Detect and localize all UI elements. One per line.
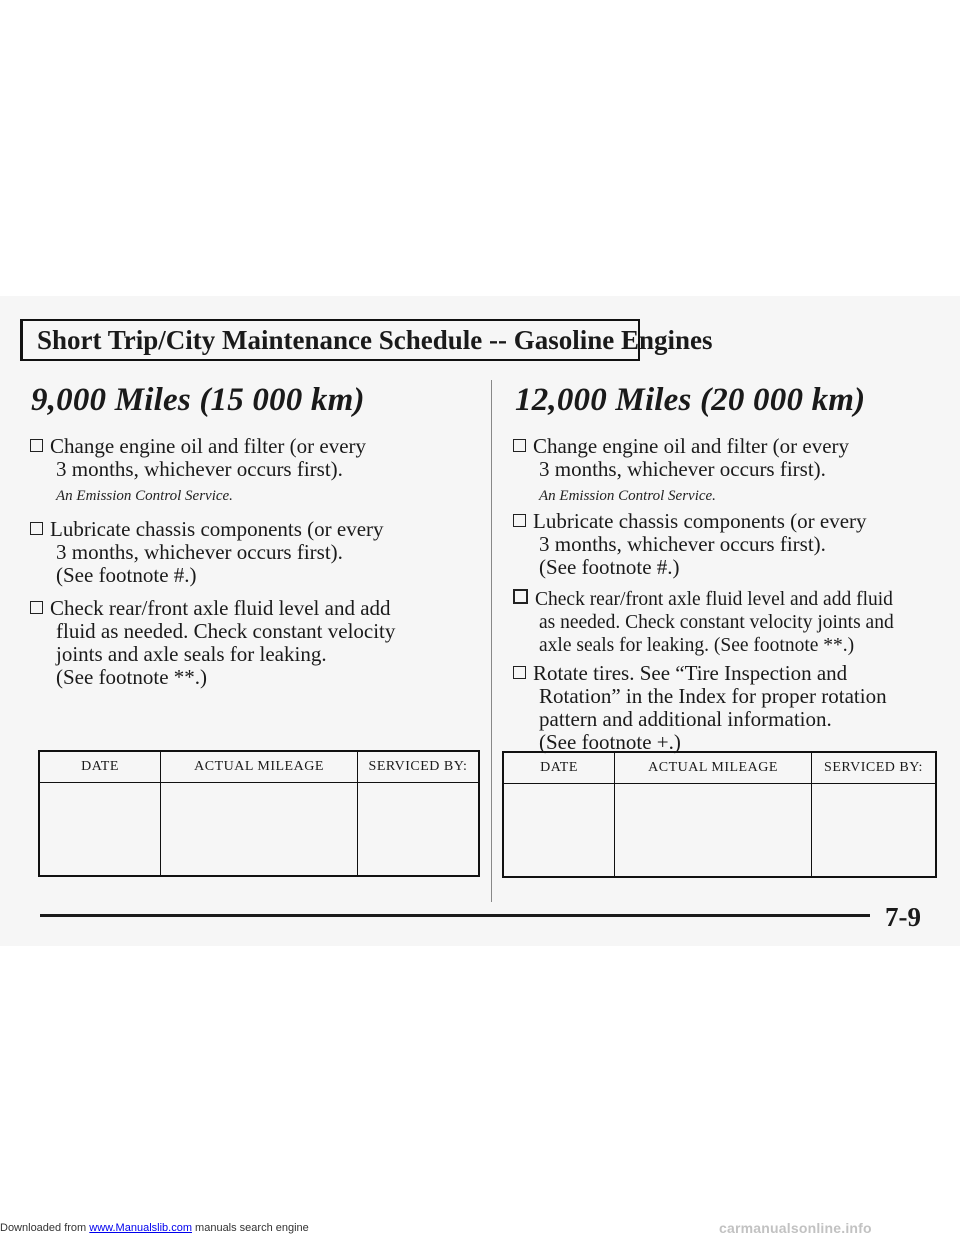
serviced-by-entry-cell[interactable]: [812, 784, 937, 878]
left-item-lubricate: [30, 518, 384, 587]
mileage-entry-cell[interactable]: [161, 783, 358, 877]
checkbox[interactable]: [30, 439, 43, 452]
date-entry-cell[interactable]: [39, 783, 161, 877]
right-item-rotate-tires: [513, 662, 887, 754]
actual-mileage-header: ACTUAL MILEAGE: [161, 751, 358, 783]
item-line: Change engine oil and filter (or every: [50, 434, 367, 458]
checkbox[interactable]: [513, 439, 526, 452]
item-line: Check rear/front axle fluid level and add: [50, 596, 391, 620]
page-header: Short Trip/City Maintenance Schedule -- Gasoline Engines: [20, 319, 640, 361]
left-section-title: 9,000 Miles (15 000 km): [31, 382, 365, 418]
page-number: 7-9: [885, 902, 921, 932]
checkbox[interactable]: [30, 522, 43, 535]
serviced-by-entry-cell[interactable]: [358, 783, 480, 877]
right-service-log-table: [502, 751, 937, 878]
item-line: (See footnote #.): [56, 563, 197, 587]
item-line: Change engine oil and filter (or every: [533, 434, 850, 458]
item-line: as needed. Check constant velocity joints and: [539, 612, 894, 633]
item-line: Lubricate chassis components (or every: [50, 517, 384, 541]
item-line: (See footnote **.): [56, 665, 208, 689]
right-item-oil-change: [513, 435, 849, 481]
item-line: Rotate tires. See “Tire Inspection and: [533, 661, 848, 685]
checkbox[interactable]: [513, 589, 528, 604]
manualslib-link[interactable]: www.Manualslib.com: [89, 1222, 192, 1234]
watermark: carmanualsonline.info: [719, 1220, 872, 1236]
item-line: 3 months, whichever occurs first).: [56, 540, 343, 564]
download-footer: [0, 1222, 309, 1234]
left-item-oil-change: [30, 435, 366, 481]
serviced-by-header: SERVICED BY:: [812, 752, 937, 784]
item-line: fluid as needed. Check constant velocity: [56, 619, 396, 643]
checkbox[interactable]: [513, 514, 526, 527]
item-line: Lubricate chassis components (or every: [533, 509, 867, 533]
item-line: (See footnote +.): [539, 730, 681, 754]
date-header: DATE: [503, 752, 615, 784]
footer-suffix: manuals search engine: [195, 1222, 309, 1234]
column-divider: [491, 380, 492, 902]
checkbox[interactable]: [513, 666, 526, 679]
item-line: joints and axle seals for leaking.: [56, 642, 327, 666]
emission-note: An Emission Control Service.: [56, 488, 233, 504]
mileage-entry-cell[interactable]: [615, 784, 812, 878]
right-section-title: 12,000 Miles (20 000 km): [515, 382, 866, 418]
item-line: axle seals for leaking. (See footnote **.): [539, 635, 855, 656]
date-entry-cell[interactable]: [503, 784, 615, 878]
item-line: 3 months, whichever occurs first).: [56, 457, 343, 481]
emission-note: An Emission Control Service.: [539, 488, 716, 504]
date-header: DATE: [39, 751, 161, 783]
item-line: pattern and additional information.: [539, 707, 832, 731]
right-item-lubricate: [513, 510, 867, 579]
left-service-log-table: [38, 750, 480, 877]
checkbox[interactable]: [30, 601, 43, 614]
item-line: Check rear/front axle fluid level and add fluid: [535, 589, 893, 610]
actual-mileage-header: ACTUAL MILEAGE: [615, 752, 812, 784]
footer-prefix: Downloaded from: [0, 1222, 87, 1234]
item-line: Rotation” in the Index for proper rotation: [539, 684, 887, 708]
right-item-axle-fluid: [513, 588, 894, 657]
item-line: (See footnote #.): [539, 555, 680, 579]
left-item-axle-fluid: [30, 597, 395, 689]
bottom-rule: [40, 914, 870, 917]
item-line: 3 months, whichever occurs first).: [539, 457, 826, 481]
serviced-by-header: SERVICED BY:: [358, 751, 480, 783]
item-line: 3 months, whichever occurs first).: [539, 532, 826, 556]
